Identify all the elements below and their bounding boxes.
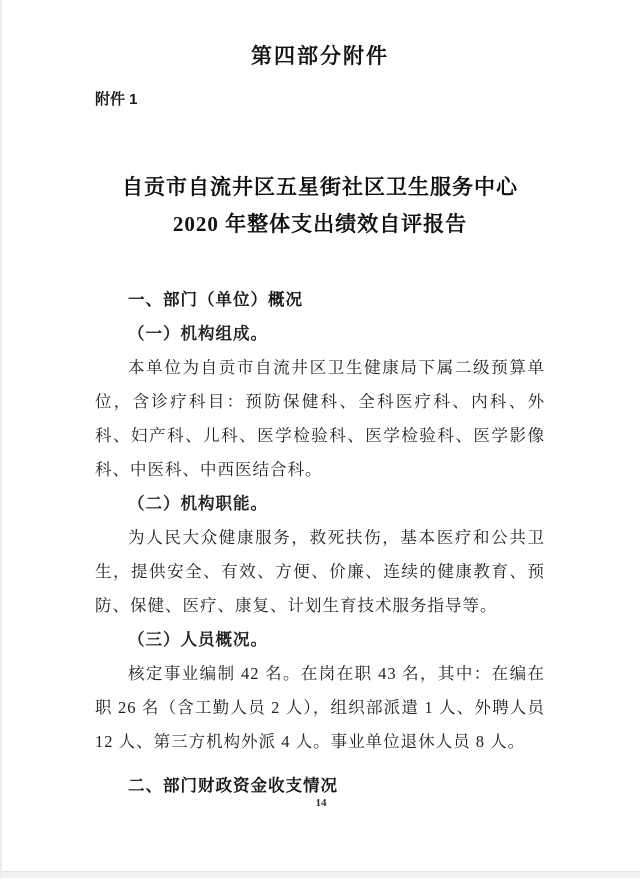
page-number: 14 [315, 797, 327, 809]
sub-heading-2: （二）机构职能。 [128, 494, 268, 513]
document-body [95, 283, 545, 803]
part-title: 第四部分附件 [251, 45, 389, 68]
report-title [95, 169, 545, 243]
paragraph-organization: 本单位为自贡市自流井区卫生健康局下属二级预算单位，含诊疗科目：预防保健科、全科医疗科、内科、外科、妇产科、儿科、医学检验科、医学检验科、医学影像科、中医科、中西医结合科。 [95, 358, 545, 479]
footer-strip [2, 871, 640, 878]
report-title-line2: 2020 年整体支出绩效自评报告 [172, 212, 468, 236]
paragraph-functions: 为人民大众健康服务，救死扶伤，基本医疗和公共卫生，提供安全、有效、方便、价廉、连续的健康教育、预防、保健、医疗、康复、计划生育技术服务指导等。 [95, 528, 545, 615]
page-content [2, 0, 640, 803]
sub-heading-3: （三）人员概况。 [128, 630, 268, 649]
paragraph-personnel: 核定事业编制 42 名。在岗在职 43 名，其中：在编在职 26 名（含工勤人员 2 人），组织部派遣 1 人、外聘人员 12 人、第三方机构外派 4 人。事业单位退休人员 8 人。 [95, 664, 545, 751]
report-title-line1: 自贡市自流井区五星街社区卫生服务中心 [122, 175, 518, 199]
section-heading-1: 一、部门（单位）概况 [128, 291, 303, 309]
attachment-label: 附件 1 [95, 91, 138, 108]
sub-heading-1: （一）机构组成。 [128, 324, 268, 343]
section-heading-2: 二、部门财政资金收支情况 [128, 777, 338, 795]
